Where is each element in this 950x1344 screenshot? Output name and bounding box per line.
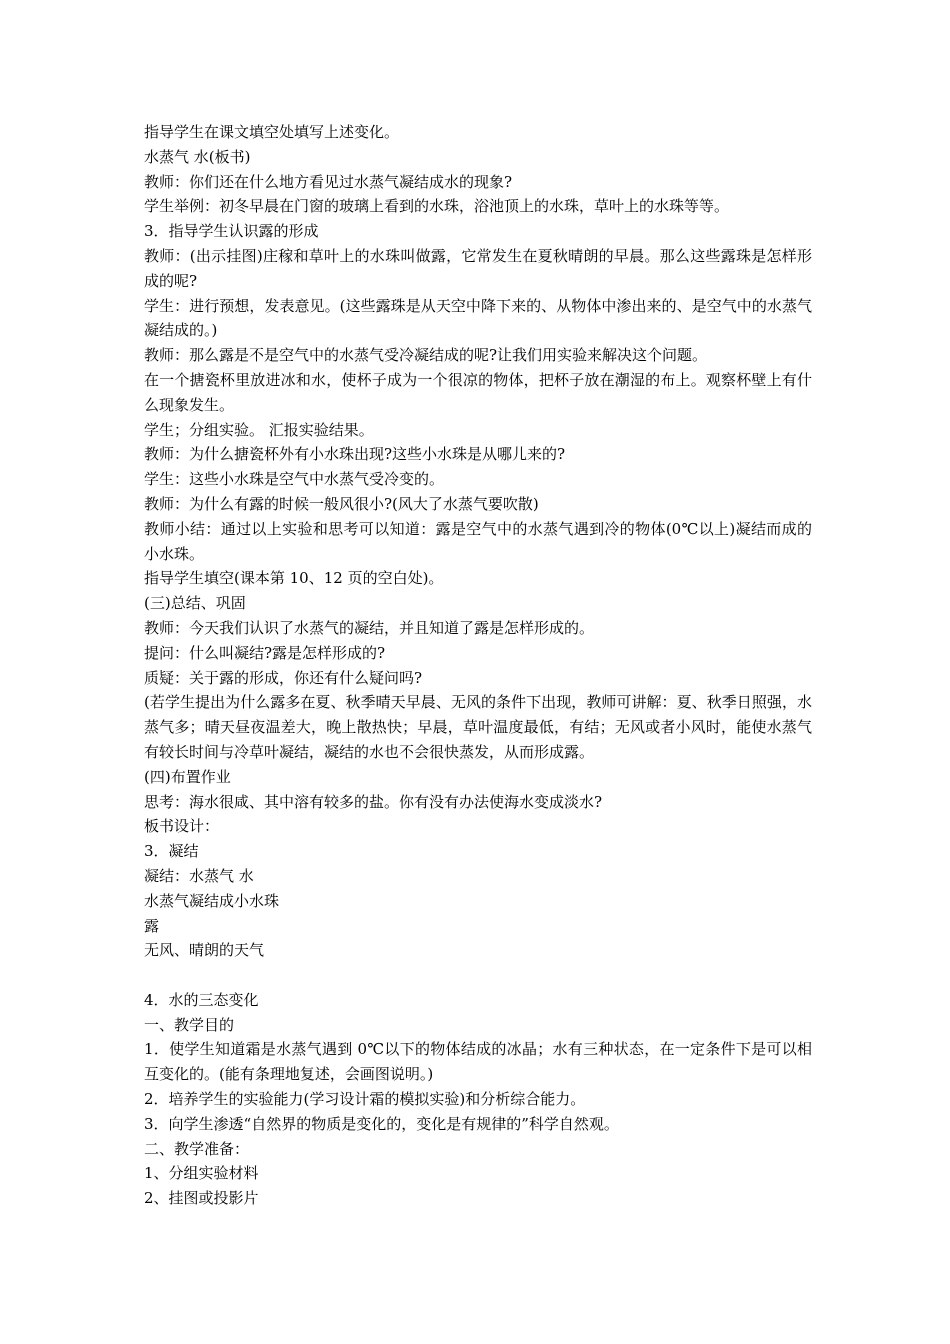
text-line: 提问：什么叫凝结?露是怎样形成的?	[144, 643, 386, 662]
text-line: 无风、晴朗的天气	[144, 941, 265, 960]
text-line: 水蒸气凝结成小水珠	[144, 891, 280, 910]
text-line: 学生：进行预想，发表意见。(这些露珠是从天空中降下来的、从物体中渗出来的、是空气中的水蒸气凝结成的。)	[144, 296, 812, 340]
text-line: 1．使学生知道霜是水蒸气遇到 0℃以下的物体结成的冰晶；水有三种状态，在一定条件下是可以相互变化的。(能有条理地复述，会画图说明。)	[144, 1040, 812, 1084]
text-line: 教师：你们还在什么地方看见过水蒸气凝结成水的现象?	[144, 172, 513, 191]
section-heading: (三)总结、巩固	[144, 594, 246, 613]
section-heading: 一、教学目的	[144, 1015, 235, 1034]
text-line: (若学生提出为什么露多在夏、秋季晴天早晨、无风的条件下出现，教师可讲解：夏、秋季日照强，水蒸气多；晴天昼夜温差大，晚上散热快；早晨，草叶温度最低，有结；无风或者小风时，能使水蒸气有较长时间与冷草叶凝结，凝结的水也不会很快蒸发，从而形成露。	[144, 693, 812, 761]
section-heading: 3．指导学生认识露的形成	[144, 222, 319, 241]
text-line: 教师：那么露是不是空气中的水蒸气受冷凝结成的呢?让我们用实验来解决这个问题。	[144, 346, 708, 365]
text-line: 凝结：水蒸气 水	[144, 866, 254, 885]
text-line: 质疑：关于露的形成，你还有什么疑问吗?	[144, 668, 423, 687]
text-line: 3．向学生渗透“自然界的物质是变化的，变化是有规律的”科学自然观。	[144, 1114, 619, 1133]
text-line: 教师：今天我们认识了水蒸气的凝结，并且知道了露是怎样形成的。	[144, 618, 595, 637]
text-line: 2、挂图或投影片	[144, 1189, 259, 1208]
text-line: 学生；分组实验。 汇报实验结果。	[144, 420, 374, 439]
text-line: 学生：这些小水珠是空气中水蒸气受冷变的。	[144, 470, 445, 489]
text-line: 1、分组实验材料	[144, 1164, 259, 1183]
text-line: 3．凝结	[144, 842, 199, 861]
text-line: 教师：为什么搪瓷杯外有小水珠出现?这些小水珠是从哪儿来的?	[144, 445, 566, 464]
section-heading: (四)布置作业	[144, 767, 231, 786]
text-line: 2．培养学生的实验能力(学习设计霜的模拟实验)和分析综合能力。	[144, 1090, 586, 1109]
text-line: 露	[144, 916, 160, 935]
text-line: 指导学生在课文填空处填写上述变化。	[144, 123, 400, 141]
text-line: 教师小结：通过以上实验和思考可以知道：露是空气中的水蒸气遇到冷的物体(0℃以上)凝结而成的小水珠。	[144, 519, 812, 563]
blank-line	[144, 963, 812, 988]
text-line: 教师：为什么有露的时候一般风很小?(风大了水蒸气要吹散)	[144, 494, 539, 513]
text-line: 思考：海水很咸、其中溶有较多的盐。你有没有办法使海水变成淡水?	[144, 792, 603, 811]
section-heading: 二、教学准备：	[144, 1139, 250, 1158]
text-line: 教师：(出示挂图)庄稼和草叶上的水珠叫做露，它常发生在夏秋晴朗的早晨。那么这些露珠是怎样形成的呢?	[144, 246, 812, 290]
document-body	[144, 120, 812, 1211]
text-line: 学生举例：初冬早晨在门窗的玻璃上看到的水珠，浴池顶上的水珠，草叶上的水珠等等。	[144, 197, 730, 216]
text-line: 水蒸气 水(板书)	[144, 147, 251, 166]
text-line: 在一个搪瓷杯里放进冰和水，使杯子成为一个很凉的物体，把杯子放在潮湿的布上。观察杯壁上有什么现象发生。	[144, 370, 812, 414]
section-heading: 4．水的三态变化	[144, 990, 259, 1009]
text-line: 指导学生填空(课本第 10、12 页的空白处)。	[144, 569, 444, 588]
text-line: 板书设计：	[144, 817, 220, 836]
